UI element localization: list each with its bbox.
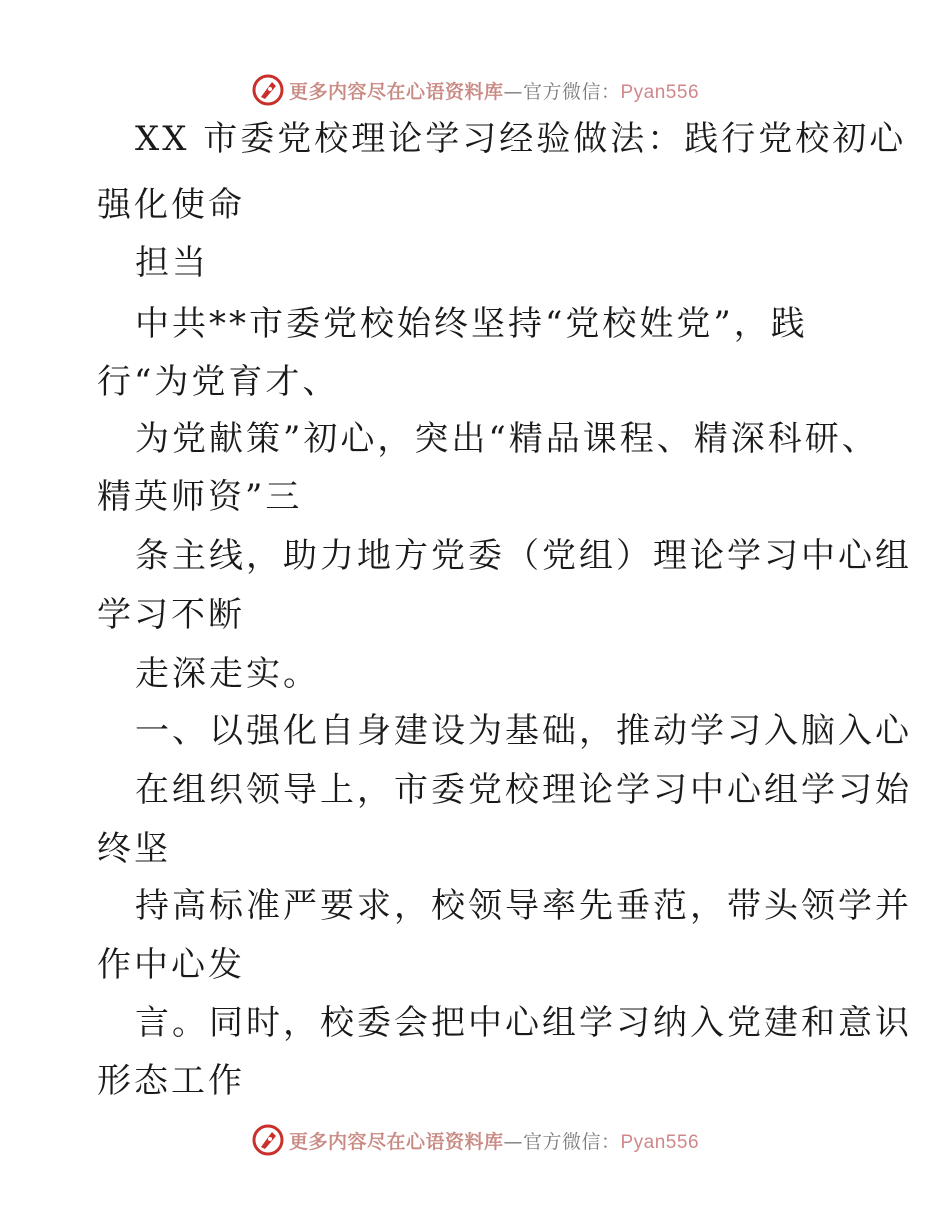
document-title-line-2: 强化使命 bbox=[97, 185, 245, 225]
paragraph-line: 为党献策”初心，突出“精品课程、精深科研、 bbox=[135, 419, 879, 459]
paragraph-line: 学习不断 bbox=[97, 595, 245, 635]
paragraph-line: 在组织领导上，市委党校理论学习中心组学习始 bbox=[135, 770, 912, 810]
paragraph-line: 言。同时，校委会把中心组学习纳入党建和意识 bbox=[135, 1003, 912, 1043]
watermark-id: Pyan556 bbox=[620, 81, 700, 103]
paragraph-line: 条主线，助力地方党委（党组）理论学习中心组 bbox=[135, 536, 912, 576]
paragraph-line: 行“为党育才、 bbox=[97, 362, 340, 402]
watermark-separator: — bbox=[503, 80, 523, 103]
paragraph-line: 走深走实。 bbox=[135, 654, 320, 694]
watermark-contact: 官方微信： bbox=[522, 1130, 621, 1153]
document-title-line-1: XX 市委党校理论学习经验做法：践行党校初心 bbox=[135, 119, 907, 159]
watermark-brand: 更多内容尽在心语资料库 bbox=[288, 1130, 504, 1153]
watermark-text bbox=[289, 1127, 699, 1154]
watermark-contact: 官方微信： bbox=[522, 80, 621, 103]
header-watermark bbox=[0, 70, 950, 110]
pen-nib-logo-icon bbox=[251, 1123, 285, 1157]
footer-watermark bbox=[0, 1120, 950, 1160]
watermark-brand: 更多内容尽在心语资料库 bbox=[288, 80, 504, 103]
watermark-separator: — bbox=[503, 1130, 523, 1153]
document-title-line-3: 担当 bbox=[135, 243, 209, 283]
watermark-text bbox=[289, 77, 699, 104]
watermark-id: Pyan556 bbox=[620, 1131, 700, 1153]
pen-nib-logo-icon bbox=[251, 73, 285, 107]
paragraph-line: 作中心发 bbox=[97, 945, 245, 985]
section-heading: 一、以强化自身建设为基础，推动学习入脑入心 bbox=[135, 711, 912, 751]
paragraph-line: 终坚 bbox=[97, 829, 171, 869]
paragraph-line: 持高标准严要求，校领导率先垂范，带头领学并 bbox=[135, 886, 912, 926]
paragraph-line: 形态工作 bbox=[97, 1061, 245, 1101]
paragraph-line: 中共**市委党校始终坚持“党校姓党”，践 bbox=[135, 304, 808, 344]
paragraph-line: 精英师资”三 bbox=[97, 477, 303, 517]
